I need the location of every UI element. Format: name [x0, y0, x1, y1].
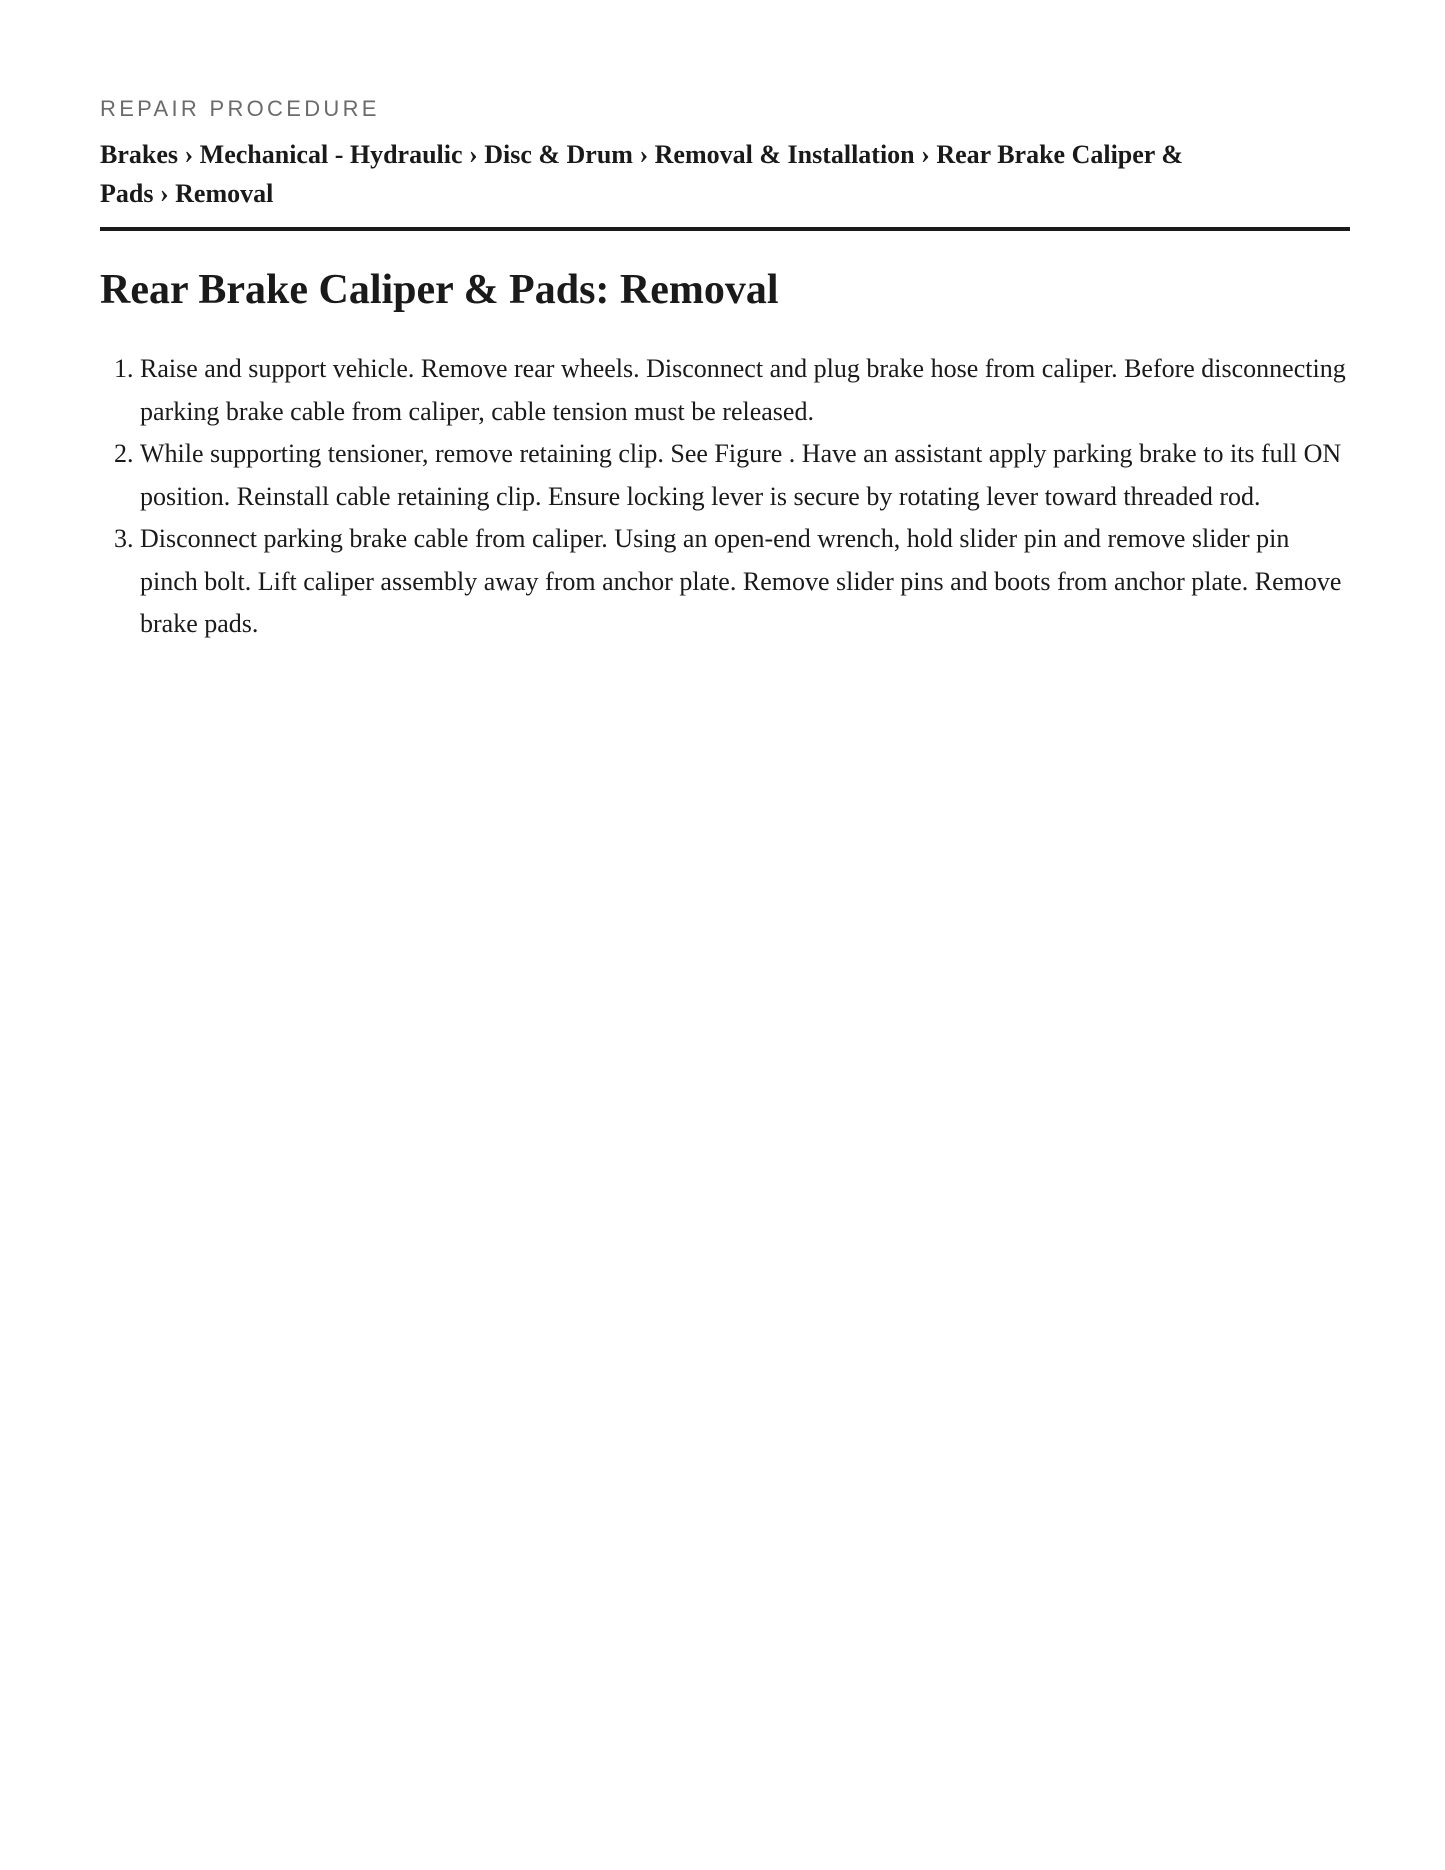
- procedure-steps: [100, 348, 1350, 646]
- breadcrumb: [100, 135, 1350, 213]
- breadcrumb-item[interactable]: Brakes: [100, 140, 178, 169]
- breadcrumb-item-current: Removal: [175, 179, 274, 208]
- breadcrumb-separator: ›: [159, 179, 169, 208]
- breadcrumb-separator: ›: [921, 140, 930, 169]
- header-divider: [100, 227, 1350, 231]
- breadcrumb-item[interactable]: Rear Brake Caliper & Pads: [100, 140, 1184, 208]
- breadcrumb-item[interactable]: Mechanical - Hydraulic: [199, 140, 463, 169]
- section-eyebrow: REPAIR PROCEDURE: [100, 96, 380, 121]
- breadcrumb-separator: ›: [184, 140, 194, 169]
- breadcrumb-separator: ›: [469, 140, 478, 169]
- page-title: Rear Brake Caliper & Pads: Removal: [100, 267, 779, 313]
- procedure-step: 2. While supporting tensioner, remove retaining clip. See Figure . Have an assistant apply parking brake to its full ON position. Reinstall cable retaining clip. Ensure locking lever is secure by rotating lever toward threaded rod.: [140, 433, 1350, 518]
- breadcrumb-item[interactable]: Disc & Drum: [484, 140, 633, 169]
- procedure-step: 3. Disconnect parking brake cable from caliper. Using an open-end wrench, hold slider pin and remove slider pin pinch bolt. Lift caliper assembly away from anchor plate. Remove slider pins and boots from anchor plate. Remove brake pads.: [140, 518, 1350, 646]
- breadcrumb-separator: ›: [639, 140, 649, 169]
- procedure-step: 1. Raise and support vehicle. Remove rear wheels. Disconnect and plug brake hose from caliper. Before disconnecting parking brake cable from caliper, cable tension must be released.: [140, 348, 1350, 433]
- breadcrumb-item[interactable]: Removal & Installation: [654, 140, 915, 169]
